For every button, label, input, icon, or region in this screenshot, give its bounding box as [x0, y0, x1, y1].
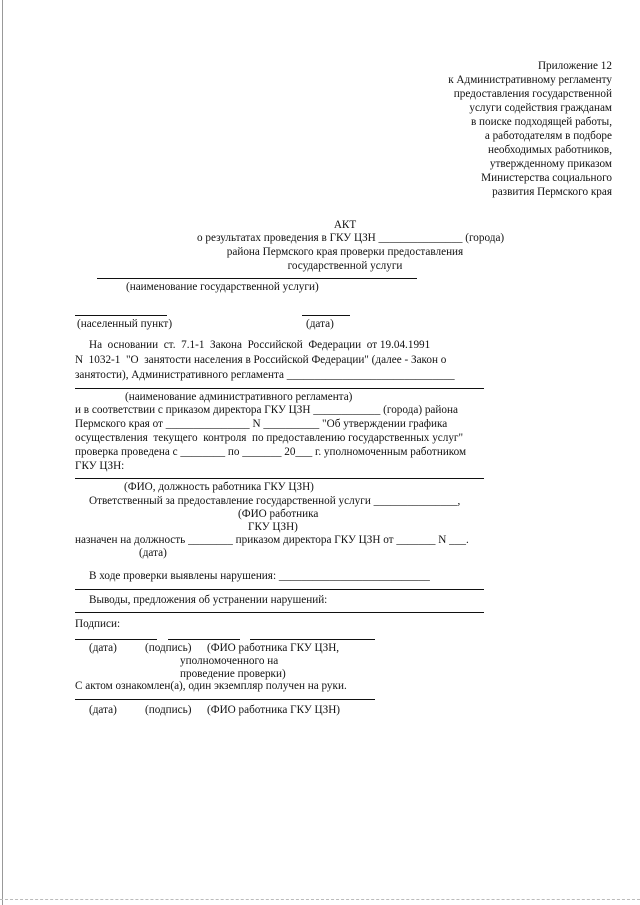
violations-line: В ходе проверки выявлены нарушения: ___________________________	[89, 570, 430, 582]
sig-sign-line	[168, 639, 240, 640]
signatures-label: Подписи:	[75, 618, 121, 630]
body-line: ГКУ ЦЗН:	[75, 460, 125, 472]
fio2-caption: ГКУ ЦЗН)	[248, 521, 298, 533]
place-line	[75, 315, 167, 316]
sig-fio-caption: проведение проверки)	[180, 668, 286, 680]
date-caption: (дата)	[306, 318, 334, 330]
body-line: назначен на должность ________ приказом директора ГКУ ЦЗН от _______ N ___.	[75, 534, 469, 546]
sig2-fio-caption: (ФИО работника ГКУ ЦЗН)	[207, 704, 341, 716]
appendix-line: развития Пермского края	[492, 186, 612, 198]
body-line: Пермского края от _______________ N __________ "Об утверждении графика	[75, 418, 448, 430]
body-line: N 1032-1 "О занятости населения в Российской Федерации" (далее - Закон о	[75, 354, 447, 366]
place-caption: (населенный пункт)	[77, 318, 173, 330]
sig-fio-caption: уполномоченного на	[180, 655, 279, 667]
date-line	[302, 315, 350, 316]
service-name-caption: (наименование государственной услуги)	[126, 281, 319, 293]
appendix-line: к Административному регламенту	[448, 74, 612, 86]
body-line: занятости), Административного регламента ______________________________	[75, 369, 455, 381]
conclusions-line: Выводы, предложения об устранении нарушений:	[89, 594, 328, 606]
sig-date-caption: (дата)	[89, 642, 117, 654]
sig2-line	[75, 699, 375, 700]
body-line: На основании ст. 7.1-1 Закона Российской Федерации от 19.04.1991	[89, 339, 431, 351]
appendix-line: в поиске подходящей работы,	[470, 116, 612, 128]
appendix-line: Приложение 12	[537, 60, 612, 72]
sig-fio-line	[250, 639, 375, 640]
sig2-sign-caption: (подпись)	[145, 704, 192, 716]
sig2-date-caption: (дата)	[89, 704, 117, 716]
act-title: АКТ	[333, 219, 357, 231]
date2-caption: (дата)	[139, 547, 167, 559]
act-subtitle-line: района Пермского края проверки предоставления	[226, 246, 464, 258]
sig-date-line	[75, 639, 157, 640]
act-subtitle-line: государственной услуги	[287, 260, 403, 272]
acquainted-line: С актом ознакомлен(а), один экземпляр получен на руки.	[75, 680, 347, 692]
body-line: Ответственный за предоставление государственной услуги _______________,	[89, 495, 461, 507]
body-line: проверка проведена с ________ по _______ 20___ г. уполномоченным работником	[75, 446, 467, 458]
fio-caption: (ФИО, должность работника ГКУ ЦЗН)	[124, 481, 314, 493]
fio2-caption: (ФИО работника	[238, 508, 319, 520]
appendix-line: услуги содействия гражданам	[469, 102, 612, 114]
appendix-line: предоставления государственной	[453, 88, 612, 100]
body-line: и в соответствии с приказом директора ГКУ ЦЗН ____________ (города) района	[75, 404, 458, 416]
appendix-line: утвержденному приказом	[489, 158, 612, 170]
fio-line	[75, 478, 484, 479]
sig-fio-caption: (ФИО работника ГКУ ЦЗН,	[207, 642, 340, 654]
violations-fill-line	[75, 589, 484, 590]
sig-sign-caption: (подпись)	[145, 642, 192, 654]
regulation-caption: (наименование административного регламента)	[125, 391, 353, 403]
act-subtitle-line: о результатах проведения в ГКУ ЦЗН _______________ (города)	[197, 232, 505, 244]
scan-left-edge	[2, 0, 3, 905]
regulation-line	[75, 388, 484, 389]
conclusions-fill-line	[75, 612, 484, 613]
appendix-line: необходимых работников,	[487, 144, 612, 156]
scan-bottom-edge	[0, 899, 640, 900]
service-name-line	[97, 278, 417, 279]
appendix-line: а работодателям в подборе	[484, 130, 612, 142]
body-line: осуществления текущего контроля по предоставлению государственных услуг"	[75, 432, 464, 444]
appendix-line: Министерства социального	[481, 172, 612, 184]
